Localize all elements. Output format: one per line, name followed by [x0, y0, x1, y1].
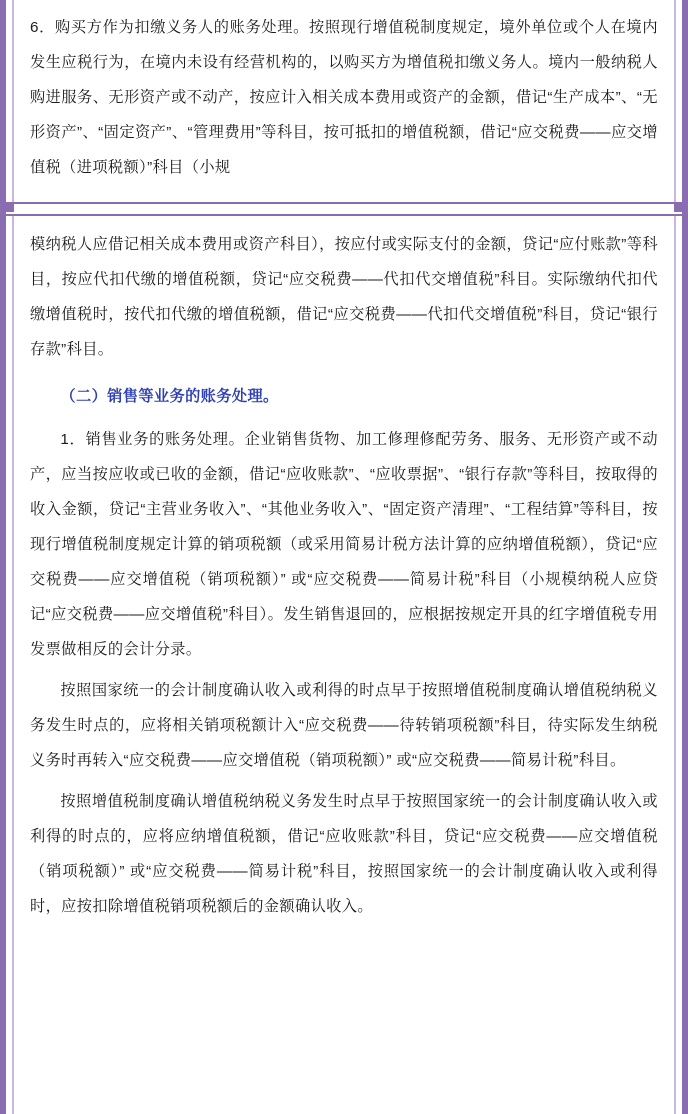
paragraph-purchaser-withholding: 6．购买方作为扣缴义务人的账务处理。按照现行增值税制度规定，境外单位或个人在境内发生应税行为，在境内未设有经营机构的，以购买方为增值税扣缴义务人。境内一般纳税人购进服务、无形资产或不动产，按应计入相关成本费用或资产的金额，借记“生产成本”、“无形资产”、“固定资产”、“管理费用”等科目，按可抵扣的增值税额，借记“应交税费——应交增值税（进项税额）”科目（小规 — [30, 19, 658, 176]
section-heading-sales-accounting: （二）销售等业务的账务处理。 — [60, 388, 279, 405]
paragraph-sales-business: 1．销售业务的账务处理。企业销售货物、加工修理修配劳务、服务、无形资产或不动产，应当按应收或已收的金额，借记“应收账款”、“应收票据”、“银行存款”等科目，按取得的收入金额，贷记“主营业务收入”、“其他业务收入”、“固定资产清理”、“工程结算”等科目，按现行增值税制度规定计算的销项税额（或采用简易计税方法计算的应纳增值税额），贷记“应交税费——应交增值税（销项税额）” 或“应交税费——简易计税”科目（小规模纳税人应贷记“应交税费——应交增值税”科目）。发生销售退回的，应根据按规定开具的红字增值税专用发票做相反的会计分录。 — [30, 431, 658, 658]
page-divider — [6, 202, 682, 216]
paragraph-purchaser-withholding-continued: 模纳税人应借记相关成本费用或资产科目），按应付或实际支付的金额，贷记“应付账款”等科目，按应代扣代缴的增值税额，贷记“应交税费——代扣代交增值税”科目。实际缴纳代扣代缴增值税时，按代扣代缴的增值税额，借记“应交税费——代扣代交增值税”科目，贷记“银行存款”科目。 — [30, 236, 658, 358]
document-content — [6, 0, 682, 924]
paragraph-vat-obligation-earlier: 按照增值税制度确认增值税纳税义务发生时点早于按照国家统一的会计制度确认收入或利得的时点的，应将应纳增值税额，借记“应收账款”科目，贷记“应交税费——应交增值税（销项税额）” 或“应交税费——简易计税”科目，按照国家统一的会计制度确认收入或利得时，应按扣除增值税销项税额后的金额确认收入。 — [30, 793, 658, 915]
divider-right-nub — [674, 202, 682, 212]
divider-left-nub — [6, 202, 14, 212]
paragraph-revenue-recognized-earlier: 按照国家统一的会计制度确认收入或利得的时点早于按照增值税制度确认增值税纳税义务发生时点的，应将相关销项税额计入“应交税费——待转销项税额”科目，待实际发生纳税义务时再转入“应交税费——应交增值税（销项税额）” 或“应交税费——简易计税”科目。 — [30, 682, 658, 769]
